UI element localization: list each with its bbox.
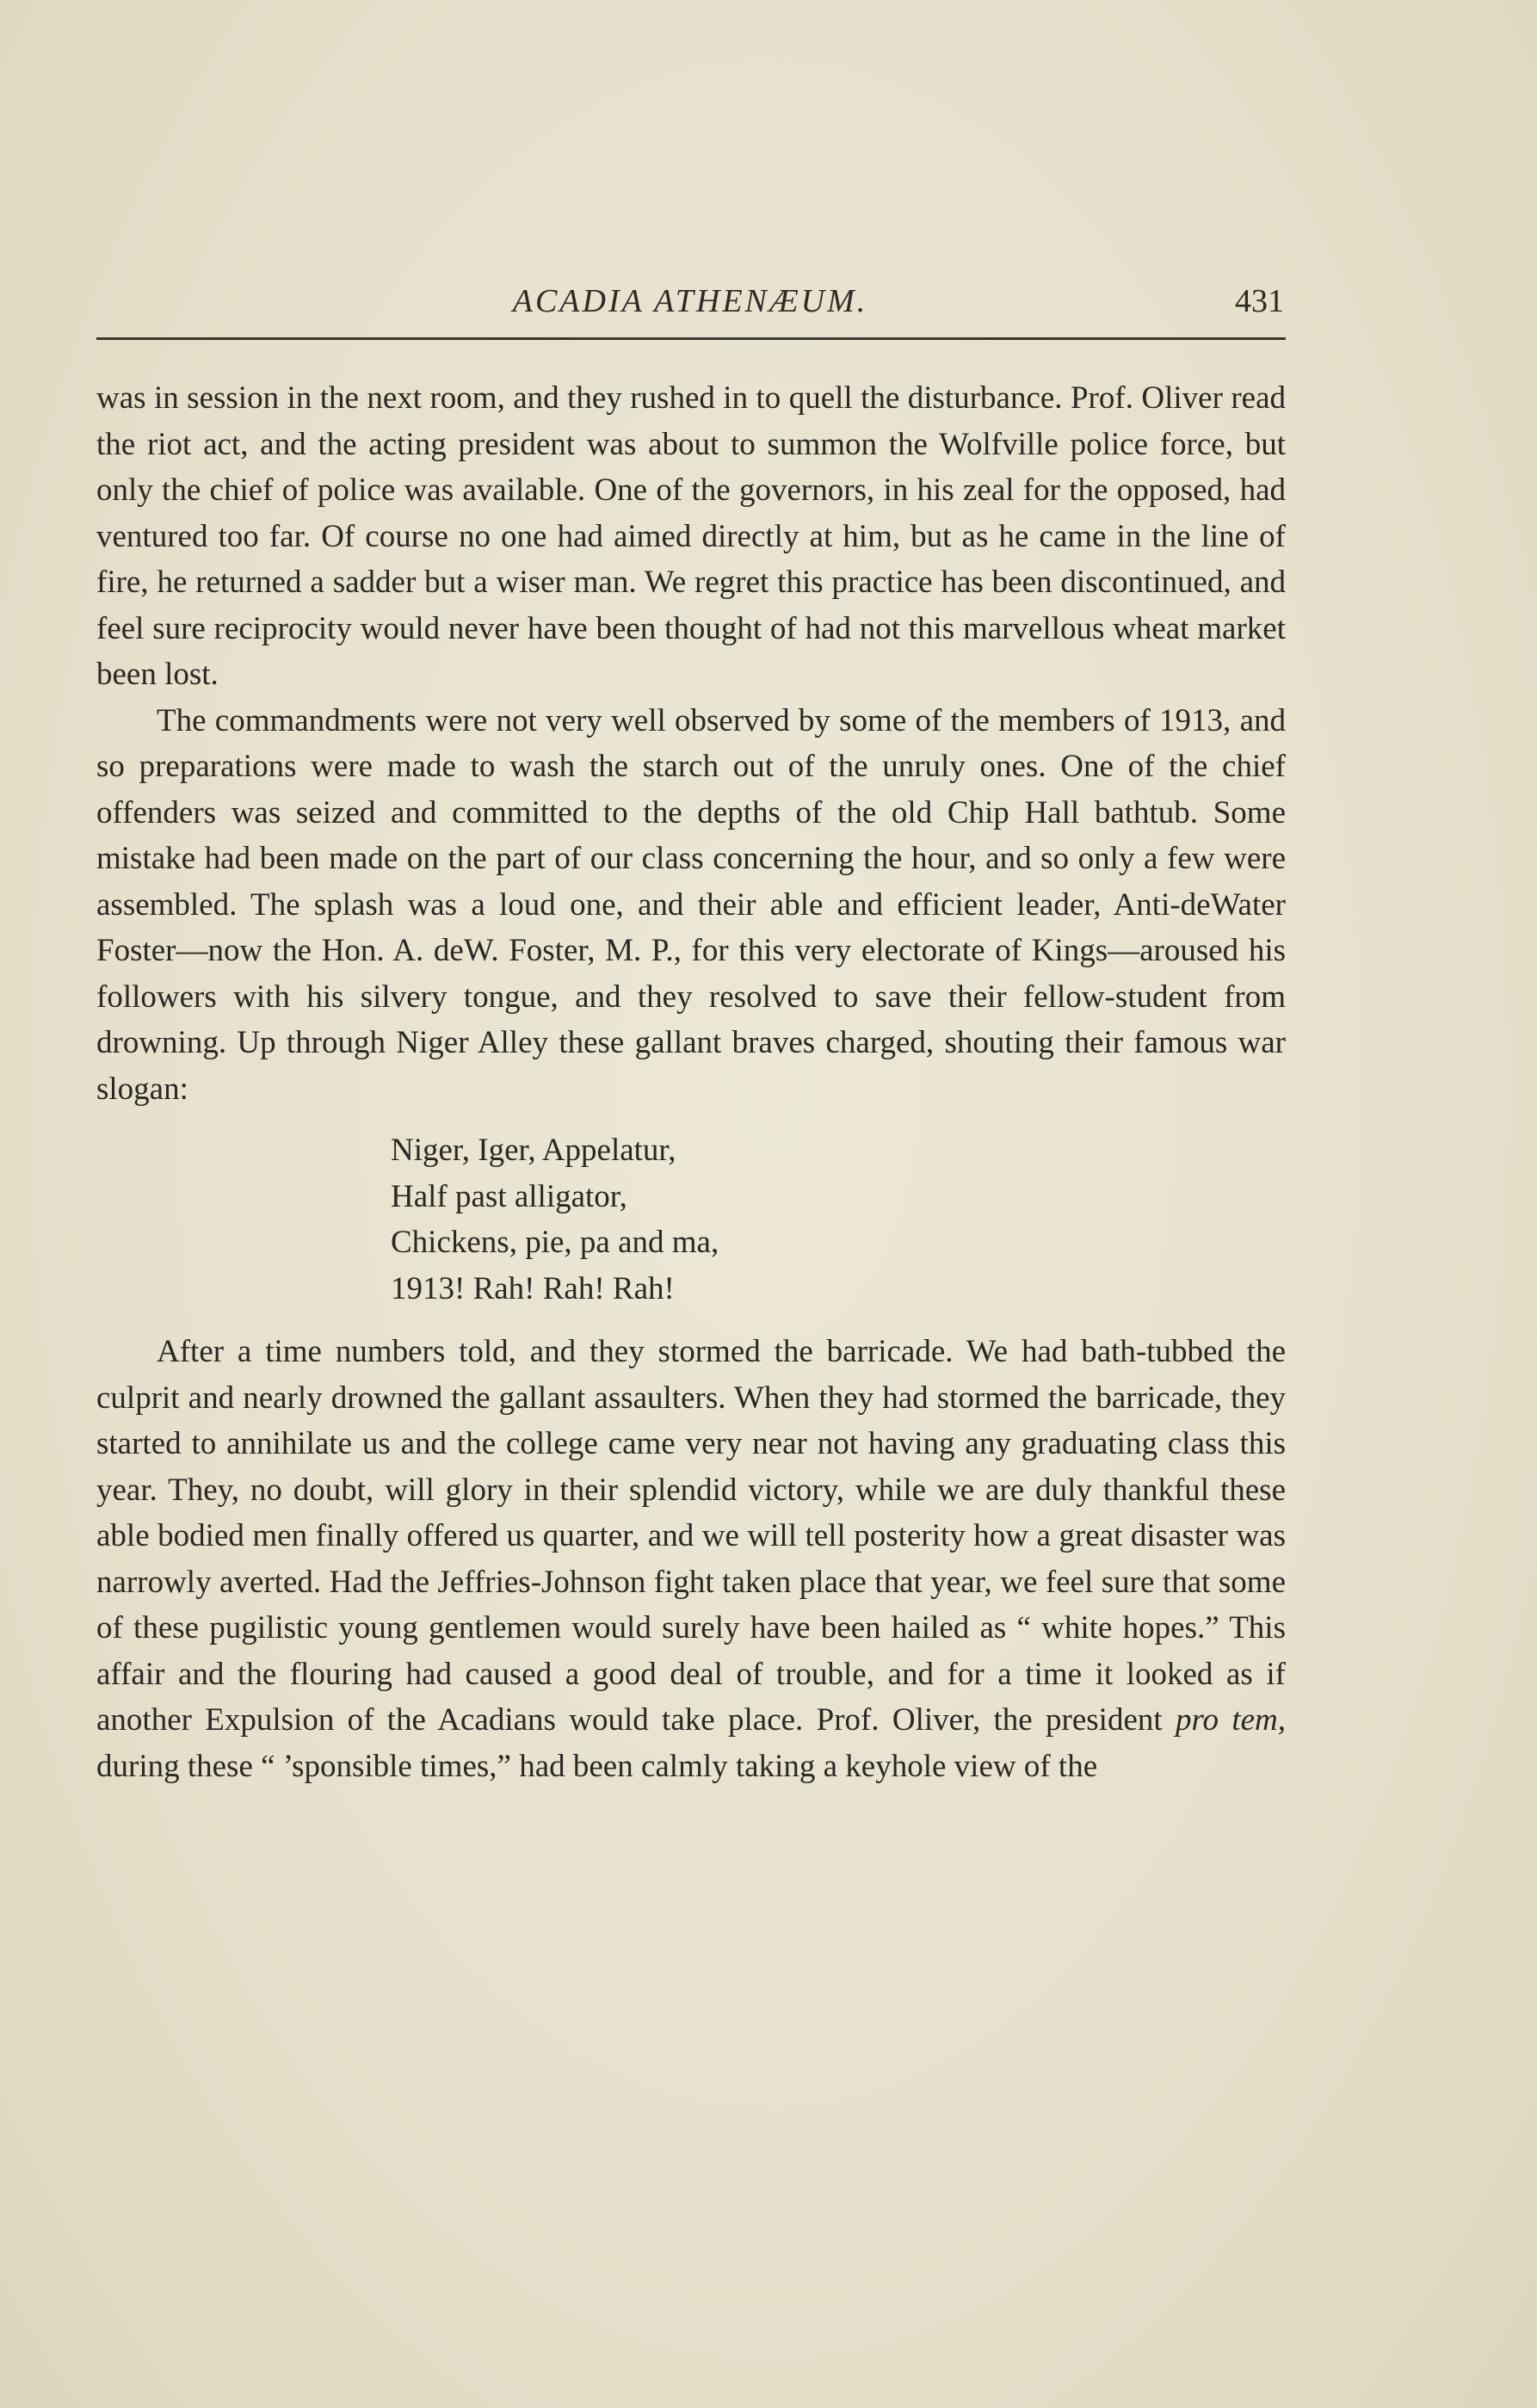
body-text — [96, 375, 1286, 1789]
poem-line-3: Chickens, pie, pa and ma, — [391, 1225, 719, 1260]
paragraph-3 — [96, 1329, 1286, 1789]
paragraph-3-start: After a time numbers told, and they stormed the barricade. We had bath-tubbed the culprit and nearly drowned the gallant assaulters. When they had stormed the barricade, they started to annihilate us and the college came very near not having any graduating class this year. They, no doubt, will glory in their splendid victory, while we are duly thankful these able bodied men finally offered us quarter, and we will tell posterity how a great disaster was narrowly averted. Had the Jeffries-Johnson fight taken place that year, we feel sure that some of these pugilistic young gentlemen would surely have been hailed as “ white hopes.” This affair and the flouring had caused a good deal of trouble, and for a time it looked as if another Expulsion of the Acadians would take place. Prof. Oliver, the president — [96, 1334, 1286, 1738]
running-title: ACADIA ATHENÆUM. — [512, 283, 868, 319]
war-slogan-poem — [391, 1127, 1286, 1312]
paragraph-2: The commandments were not very well observed by some of the members of 1913, and so preparations were made to wash the starch out of the unruly ones. One of the chief offenders was seized and committed to the depths of the old Chip Hall bathtub. Some mistake had been made on the part of our class concerning the hour, and so only a few were assembled. The splash was a loud one, and their able and efficient leader, Anti-deWater Foster—now the Hon. A. deW. Foster, M. P., for this very electorate of Kings—aroused his followers with his silvery tongue, and they resolved to save their fellow-student from drowning. Up through Niger Alley these gallant braves charged, shouting their famous war slogan: — [96, 702, 1286, 1107]
poem-line-2: Half past alligator, — [391, 1178, 627, 1214]
paragraph-3-end: during these “ ’sponsible times,” had been calmly taking a keyhole view of the — [96, 1748, 1098, 1784]
poem-line-4: 1913! Rah! Rah! Rah! — [391, 1270, 675, 1306]
paragraph-3-italic: pro tem, — [1175, 1702, 1286, 1738]
paragraph-1: was in session in the next room, and they rushed in to quell the disturbance. Prof. Oliver read the riot act, and the acting president was about to summon the Wolfville police force, but only the chief of police was available. One of the governors, in his zeal for the opposed, had ventured too far. Of course no one had aimed directly at him, but as he came in the line of fire, he returned a sadder but a wiser man. We regret this practice has been discontinued, and feel sure reciprocity would never have been thought of had not this marvellous wheat market been lost. — [96, 380, 1286, 692]
poem-line-1: Niger, Iger, Appelatur, — [391, 1133, 676, 1168]
page-number: 431 — [1235, 283, 1284, 319]
running-head — [96, 274, 1284, 336]
header-rule — [96, 337, 1286, 340]
